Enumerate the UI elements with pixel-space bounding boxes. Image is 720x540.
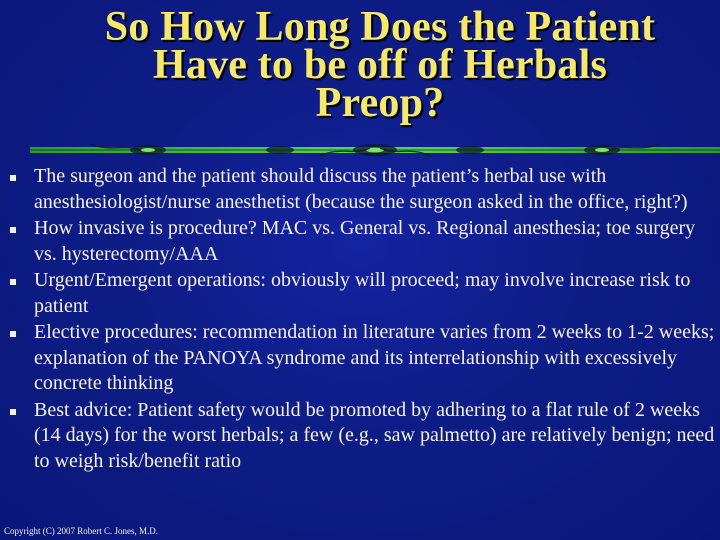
title-line-2: Have to be off of Herbals <box>152 42 608 88</box>
bullet-item <box>8 320 718 397</box>
square-bullet-icon <box>10 279 16 285</box>
bullet-list <box>8 164 718 475</box>
bullet-text: Urgent/Emergent operations: obviously will proceed; may involve increase risk to patient <box>34 269 691 317</box>
bullet-text: Best advice: Patient safety would be promoted by adhering to a flat rule of 2 weeks (14 days) for the worst herbals; a few (e.g., saw palmetto) are relatively benign; need to weigh risk/benefit ratio <box>34 398 715 472</box>
square-bullet-icon <box>10 409 16 415</box>
bullet-text: How invasive is procedure? MAC vs. General vs. Regional anesthesia; toe surgery vs. hysterectomy/AAA <box>34 217 696 265</box>
bullet-item <box>8 268 718 319</box>
copyright-notice: Copyright (C) 2007 Robert C. Jones, M.D. <box>4 526 158 536</box>
ornamental-divider <box>30 140 720 160</box>
title-line-1: So How Long Does the Patient <box>104 4 656 50</box>
bullet-item <box>8 398 718 475</box>
bullet-text: Elective procedures: recommendation in literature varies from 2 weeks to 1-2 weeks; explanation of the PANOYA syndrome and its interrelationship with excessively concrete thinking <box>34 321 715 394</box>
bullet-item <box>8 216 718 267</box>
bullet-text: The surgeon and the patient should discuss the patient’s herbal use with anesthesiologist/nurse anesthetist (because the surgeon asked in the office, right?) <box>34 165 688 213</box>
bullet-item <box>8 164 718 215</box>
square-bullet-icon <box>10 175 16 181</box>
title-line-3: Preop? <box>315 80 445 126</box>
square-bullet-icon <box>10 227 16 233</box>
square-bullet-icon <box>10 331 16 337</box>
slide-title <box>40 4 720 126</box>
